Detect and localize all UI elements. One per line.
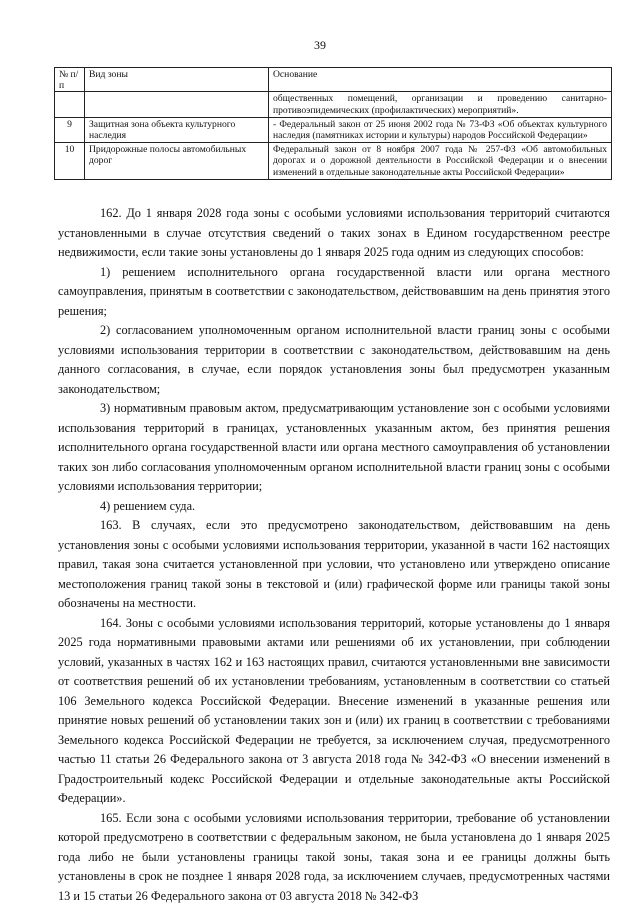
row-basis: Федеральный закон от 8 ноября 2007 года № 257-ФЗ «Об автомобильных дорогах и о дорожной деятельности в Российской Федерации и о внесении изменений в отдельные законодательные акты Российской Федерации» bbox=[269, 143, 612, 180]
body-text bbox=[58, 204, 610, 906]
paragraph-162: 162. До 1 января 2028 года зоны с особыми условиями использования территорий считаются установленными в случае отсутствия сведений о таких зонах в Едином государственном реестре недвижимости, если такие зоны установлены до 1 января 2025 года одним из следующих способов: bbox=[58, 204, 610, 263]
paragraph-163: 163. В случаях, если это предусмотрено законодательством, действовавшим на день установления зоны с особыми условиями использования территории, указанной в части 162 настоящих правил, такая зона считается установленной при условии, что установлено или утверждено описание местоположения границ такой зоны в текстовой и (или) графической форме или границы такой зоны обозначены на местности. bbox=[58, 516, 610, 614]
row-zone-kind bbox=[85, 92, 269, 117]
table-header-row bbox=[55, 68, 612, 92]
page-number: 39 bbox=[0, 38, 640, 53]
header-zone-kind: Вид зоны bbox=[85, 68, 269, 92]
list-item-2: 2) согласованием уполномоченным органом исполнительной власти границ зоны с особыми условиями использования территории в соответствии с законодательством, действовавшим на день данного согласования, в случае, если порядок установления зоны был предусмотрен указанным законодательством; bbox=[58, 321, 610, 399]
row-basis: - Федеральный закон от 25 июня 2002 года № 73-ФЗ «Об объектах культурного наследия (памятниках истории и культуры) народов Российской Федерации» bbox=[269, 117, 612, 142]
header-number: № п/п bbox=[55, 68, 85, 92]
table-row bbox=[55, 143, 612, 180]
zones-table bbox=[54, 67, 612, 180]
list-item-4: 4) решением суда. bbox=[58, 497, 610, 517]
row-number: 9 bbox=[55, 117, 85, 142]
list-item-1: 1) решением исполнительного органа государственной власти или органа местного самоуправления, принятым в соответствии с законодательством, действовавшим на день принятия этого решения; bbox=[58, 263, 610, 322]
paragraph-165: 165. Если зона с особыми условиями использования территории, требование об установлении которой предусмотрено в соответствии с федеральным законом, не была установлена до 1 января 2025 года либо не были установлены границы такой зоны, такая зона и ее границы должны быть установлены в срок не позднее 1 января 2028 года, за исключением случаев, предусмотренных частями 13 и 15 статьи 26 Федерального закона от 03 августа 2018 № 342-ФЗ bbox=[58, 809, 610, 906]
table-row bbox=[55, 117, 612, 142]
header-basis: Основание bbox=[269, 68, 612, 92]
row-number bbox=[55, 92, 85, 117]
row-number: 10 bbox=[55, 143, 85, 180]
row-basis: общественных помещений, организации и проведению санитарно-противоэпидемических (профилактических) мероприятий». bbox=[269, 92, 612, 117]
table-row bbox=[55, 92, 612, 117]
row-zone-kind: Придорожные полосы автомобильных дорог bbox=[85, 143, 269, 180]
row-zone-kind: Защитная зона объекта культурного наследия bbox=[85, 117, 269, 142]
paragraph-164: 164. Зоны с особыми условиями использования территорий, которые установлены до 1 января 2025 года нормативными правовыми актами или решениями об их установлении, при соблюдении условий, указанных в частях 162 и 163 настоящих правил, считаются установленными вне зависимости от соответствия решений об их установлении требованиям, установленным в соответствии со статьей 106 Земельного кодекса Российской Федерации. Внесение изменений в указанные решения или принятие новых решений об установлении таких зон и (или) их границ в соответствии с требованиями Земельного кодекса Российской Федерации не требуется, за исключением случая, предусмотренного частью 11 статьи 26 Федерального закона от 3 августа 2018 года № 342-ФЗ «О внесении изменений в Градостроительный кодекс Российской Федерации и отдельные законодательные акты Российской Федерации». bbox=[58, 614, 610, 809]
list-item-3: 3) нормативным правовым актом, предусматривающим установление зон с особыми условиями использования территорий в границах, установленных указанным актом, без принятия решения исполнительного органа государственной власти или органа местного самоуправления об установлении таких зон либо согласования уполномоченным органом исполнительной власти границ зоны с особыми условиями использования территории; bbox=[58, 399, 610, 497]
